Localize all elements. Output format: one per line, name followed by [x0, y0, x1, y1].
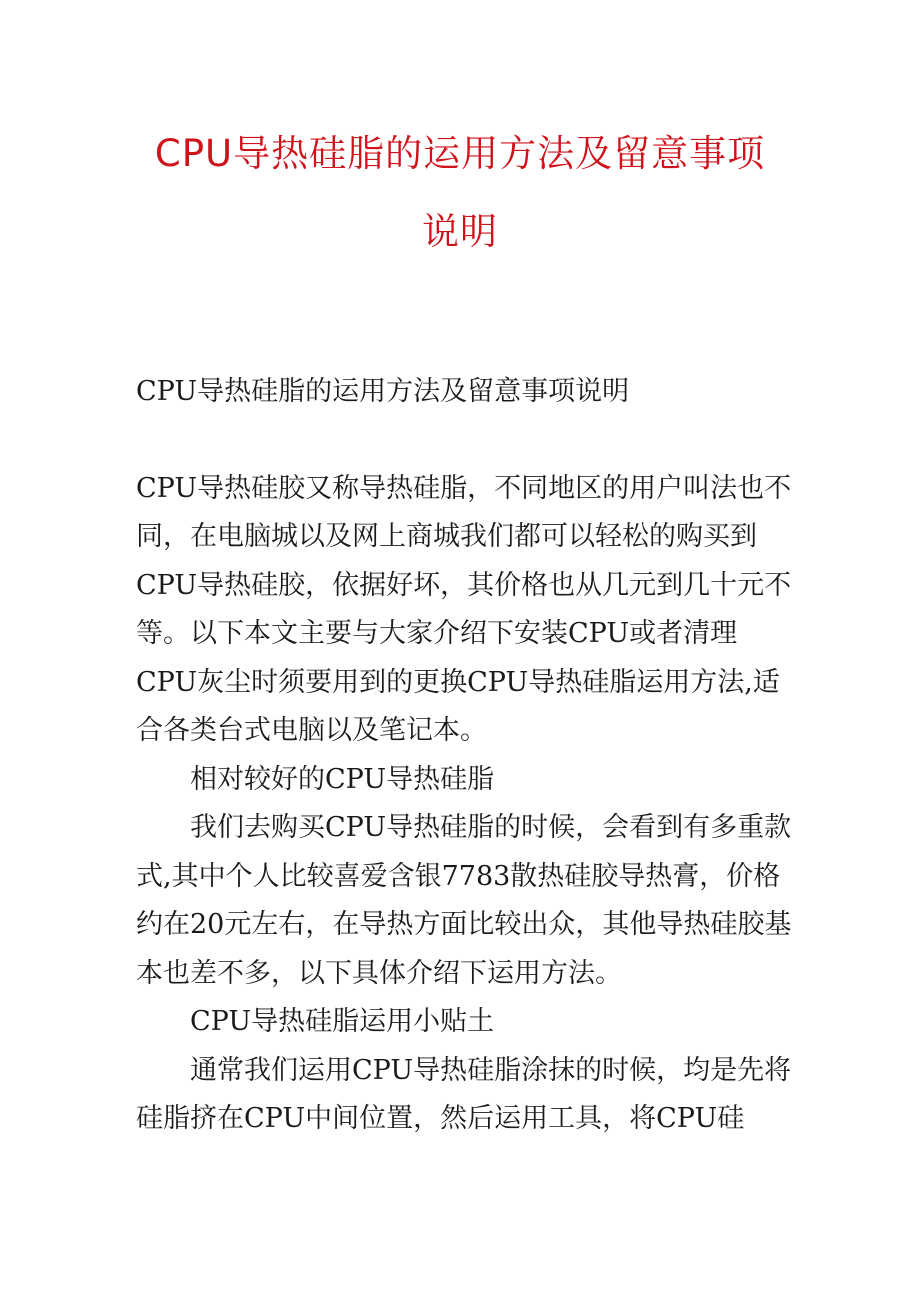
- section-heading: CPU导热硅脂的运用方法及留意事项说明: [136, 376, 630, 407]
- paragraph-heading-good-grease: 相对较好的CPU导热硅脂: [190, 763, 495, 795]
- document-title-line-1: CPU导热硅脂的运用方法及留意事项: [154, 132, 766, 175]
- paragraph-heading-tips: CPU导热硅脂运用小贴土: [190, 1006, 495, 1037]
- usage-paragraph: 通常我们运用CPU导热硅脂涂抹的时候，均是先将硅脂挤在CPU中间位置，然后运用工具，将CPU硅: [136, 1054, 792, 1134]
- document-body: [136, 368, 796, 1144]
- purchase-paragraph: 我们去购买CPU导热硅脂的时候，会看到有多重款式,其中个人比较喜爱含银7783散热硅胶导热膏，价格约在20元左右，在导热方面比较出众，其他导热硅胶基本也差不多，以下具体介绍下运用方法。: [136, 812, 792, 989]
- document-title-line-2: 说明: [422, 210, 498, 253]
- intro-paragraph: CPU导热硅胶又称导热硅脂，不同地区的用户叫法也不同，在电脑城以及网上商城我们都可以轻松的购买到CPU导热硅胶，依据好坏，其价格也从几元到几十元不等。以下本文主要与大家介绍下安装CPU或者清理CPU灰尘时须要用到的更换CPU导热硅脂运用方法,适合各类台式电脑以及笔记本。: [136, 472, 792, 746]
